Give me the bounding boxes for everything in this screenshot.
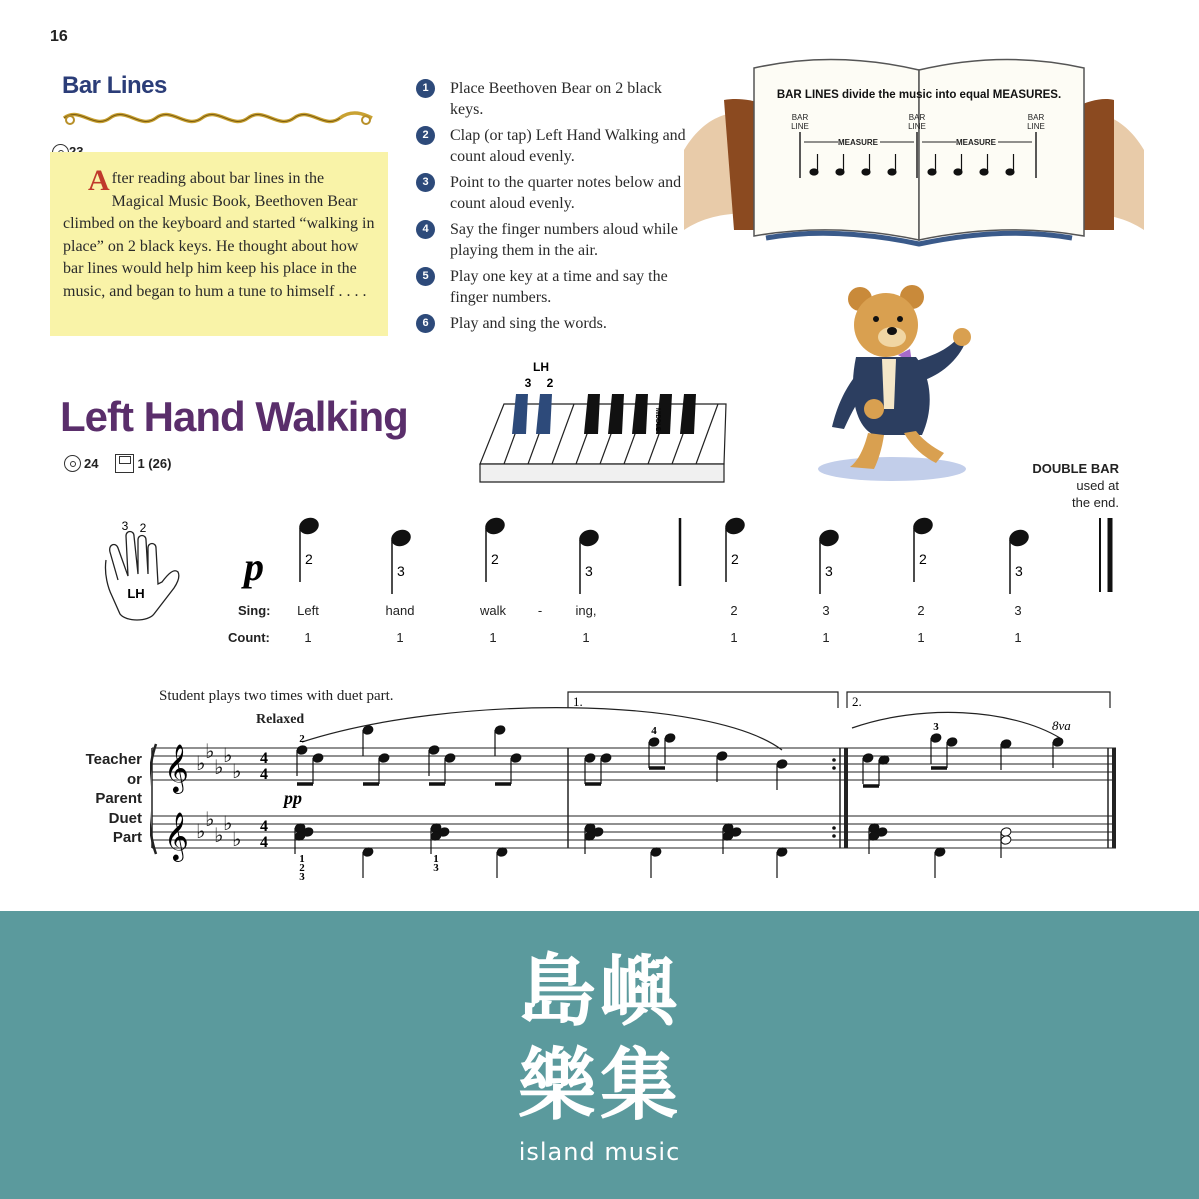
first-ending: 1. [573,694,583,709]
eighth-note [862,753,874,764]
sing-label: Sing: [238,603,271,618]
time-signature: 4 [260,766,268,783]
story-text: fter reading about bar lines in the Magical Music Book, Beethoven Bear climbed on the keyboard and started “walking in place” on 2 black keys. He thought about how bar lines would help him keep his place in the music, and began to hum a tune to himself . . . . [63,170,375,300]
rhythm-notation [230,512,1130,608]
flat-icon: ♭ [196,751,206,775]
flat-icon: ♭ [223,811,233,835]
treble-clef-icon: 𝄞 [164,811,189,860]
section-title: Bar Lines [62,72,167,99]
flat-icon: ♭ [214,755,224,779]
beethoven-bear-illustration [812,285,972,490]
eighth-note [444,753,456,764]
step-6 [416,313,696,334]
step-1 [416,78,696,120]
finger-number: 2 [491,551,499,567]
eighth-note [296,745,308,756]
instruction-steps [416,78,696,339]
finger-number: 3 [825,563,833,579]
page-number: 16 [50,28,68,45]
duet-caption: Student plays two times with duet part. [159,688,394,704]
quarter-note [716,751,728,762]
flourish-ornament [60,104,376,132]
fingering-number: 1 [299,853,305,865]
second-ending: 2. [852,694,862,709]
flat-icon: ♭ [196,819,206,843]
sing-word: 3 [822,603,830,618]
bar-line-label: LINE [908,122,926,131]
eighth-note [312,753,324,764]
fingering-number: 4 [651,725,657,737]
cd-icon [64,455,81,472]
flat-icon: ♭ [205,807,215,831]
music-book-illustration [674,40,1154,250]
logo-line-2: 樂集 [517,1041,683,1130]
bar-line-label: LINE [1027,122,1045,131]
step-2 [416,125,696,167]
rhythm-notes [297,515,1031,594]
finger-number: 3 [585,563,593,579]
half-note [1000,835,1012,846]
tempo-marking: Relaxed [256,712,305,727]
fingering-number: 3 [433,862,439,874]
bar-line-label: LINE [791,122,809,131]
bar-line-label: BAR [791,113,809,122]
treble-clef-icon: 𝄞 [164,743,189,792]
piece-title: Left Hand Walking [60,393,408,440]
ottava-marking: 8va [1052,718,1071,733]
time-signature: 4 [260,818,268,835]
eighth-note [648,737,660,748]
eighth-note [946,737,958,748]
fingering-number: 2 [299,733,305,745]
flat-icon: ♭ [232,827,242,851]
sing-word: hand [385,603,415,618]
step-text: Clap (or tap) Left Hand Walking and count aloud evenly. [450,127,686,165]
double-bar-title: DOUBLE BAR [1032,461,1119,476]
step-text: Say the finger numbers aloud while playing them in the air. [450,221,678,259]
flat-icon: ♭ [223,743,233,767]
step-number: 2 [416,126,435,145]
eighth-note [378,753,390,764]
time-signature: 4 [260,750,268,767]
count-number: 1 [822,630,830,645]
sing-word: ing, [575,603,597,618]
middle-c-label: MIDDLE [654,408,660,431]
dynamic-marking: pp [284,788,302,808]
hand-finger-number: 2 [139,521,147,535]
eighth-note [584,753,596,764]
keyboard-hand-label: LH [533,360,549,374]
step-5 [416,266,696,308]
step-text: Place Beethoven Bear on 2 black keys. [450,80,662,118]
step-number: 4 [416,220,435,239]
count-number: 1 [730,630,738,645]
eighth-note [930,733,942,744]
step-text: Play and sing the words. [450,315,607,332]
eighth-note [494,725,506,736]
duet-score [150,686,1130,886]
left-hand-icon [92,518,188,628]
finger-number: 2 [305,551,313,567]
quarter-note [1052,737,1064,748]
step-number: 3 [416,173,435,192]
fingering-number: 3 [933,721,939,733]
bar-line-label: BAR [1027,113,1045,122]
count-number: 1 [917,630,925,645]
hand-finger-number: 3 [121,519,129,533]
finger-number: 3 [524,376,532,390]
island-music-logo [510,940,690,1130]
eighth-note [600,753,612,764]
finger-number: 3 [1015,563,1023,579]
hand-label: LH [127,586,145,601]
sing-word: 2 [730,603,738,618]
bar-line-label: BAR [908,113,926,122]
step-number: 6 [416,314,435,333]
sing-word: - [537,603,543,618]
step-text: Point to the quarter notes below and count aloud evenly. [450,174,682,212]
finger-number: 2 [546,376,554,390]
fingering-number: 3 [299,871,305,883]
fingering-number: 2 [299,862,305,874]
count-number: 1 [304,630,312,645]
fingering-number: 1 [433,853,439,865]
eighth-note [510,753,522,764]
double-bar-note: DOUBLE BAR used at the end. [1032,461,1119,510]
quarter-note [776,759,788,770]
measure-label: MEASURE [955,138,997,147]
disk-icon [115,454,134,473]
story-box [50,152,388,336]
flat-icon: ♭ [205,739,215,763]
step-number: 1 [416,79,435,98]
sing-word: 3 [1014,603,1022,618]
sing-word: 2 [917,603,925,618]
book-caption: BAR LINES divide the music into equal MEASURES. [776,89,1062,101]
eighth-note [664,733,676,744]
dynamic-marking: p [244,544,264,589]
step-4 [416,219,696,261]
step-text: Play one key at a time and say the finger numbers. [450,268,668,306]
piece-tracks: 24 1 (26) [64,454,171,473]
measure-label: MEASURE [837,138,879,147]
step-number: 5 [416,267,435,286]
flat-icon: ♭ [214,823,224,847]
sing-word: walk [479,603,507,618]
eighth-note [428,745,440,756]
count-label: Count: [228,630,270,645]
logo-subtitle: island music [518,1138,681,1166]
keyboard-diagram [478,360,728,486]
sing-word: Left [297,603,319,618]
count-number: 1 [1014,630,1022,645]
bass-notes [294,823,1012,878]
finger-number: 2 [731,551,739,567]
finger-number: 3 [397,563,405,579]
step-3 [416,172,696,214]
count-number: 1 [396,630,404,645]
count-number: 1 [489,630,497,645]
logo-line-1: 島嶼 [517,947,683,1037]
finger-number: 2 [919,551,927,567]
flat-icon: ♭ [232,759,242,783]
drop-cap: A [88,164,110,197]
time-signature: 4 [260,834,268,851]
count-number: 1 [582,630,590,645]
duet-part-label: Teacher or Parent Duet Part [85,751,142,846]
